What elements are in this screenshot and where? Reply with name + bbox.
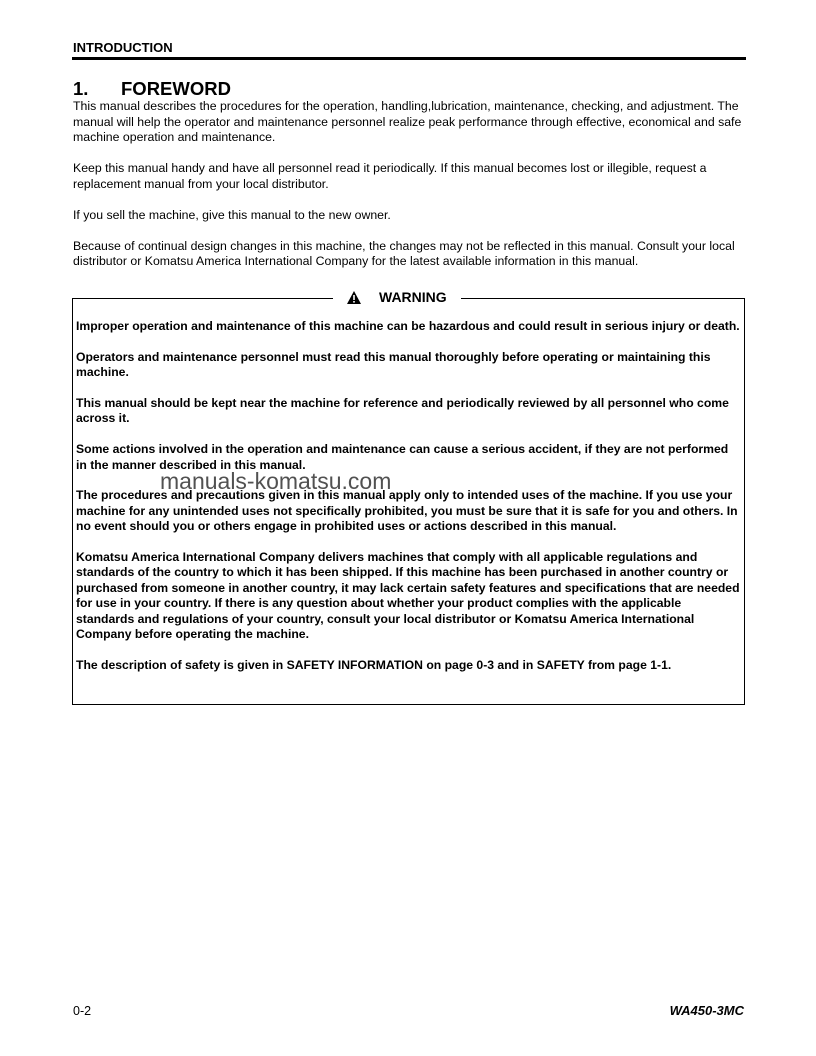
page-title bbox=[73, 78, 231, 100]
header-rule bbox=[72, 57, 746, 60]
warning-paragraph: Improper operation and maintenance of this machine can be hazardous and could result in serious injury or death. bbox=[76, 319, 740, 333]
watermark: manuals-komatsu.com bbox=[160, 468, 392, 494]
warning-paragraph: This manual should be kept near the machine for reference and periodically reviewed by all personnel who come across it. bbox=[76, 396, 729, 426]
warning-paragraph: Komatsu America International Company delivers machines that comply with all applicable regulations and standards of the country to which it has been shipped. If this machine has been purchased in another country or purchased from someone in another country, it may lack certain safety features and specifications that are needed for use in your country. If there is any question about whether your product complies with the applicable standards and regulations of your country, consult your local distributor or Komatsu America International Company before operating the machine. bbox=[76, 550, 740, 642]
warning-paragraph: Operators and maintenance personnel must read this manual thoroughly before operating or maintaining this machine. bbox=[76, 349, 711, 380]
warning-box bbox=[72, 289, 745, 705]
warning-triangle-icon bbox=[347, 291, 361, 304]
model-number: WA450-3MC bbox=[669, 1003, 744, 1018]
warning-paragraph: Some actions involved in the operation and maintenance can cause a serious accident, if they are not performed in the manner described in this manual. bbox=[76, 442, 729, 472]
title-text: FOREWORD bbox=[121, 78, 231, 99]
section-header: INTRODUCTION bbox=[73, 40, 173, 55]
paragraph: This manual describes the procedures for the operation, handling,lubrication, maintenance, checking, and adjustment. The manual will help the operator and maintenance personnel realize peak performance through effective, economical and safe machine operation and maintenance. bbox=[73, 99, 742, 144]
warning-paragraph: The procedures and precautions given in this manual apply only to intended uses of the machine. If you use your machine for any unintended uses not specifically prohibited, you must be sure that it is safe for you and others. In no event should you or others engage in prohibited uses or actions described in this manual. bbox=[76, 488, 738, 534]
paragraph: If you sell the machine, give this manual to the new owner. bbox=[73, 207, 391, 222]
title-number: 1. bbox=[73, 78, 89, 99]
warning-label: WARNING bbox=[379, 289, 447, 305]
warning-paragraph: The description of safety is given in SAFETY INFORMATION on page 0-3 and in SAFETY from page 1-1. bbox=[76, 657, 672, 672]
paragraph: Because of continual design changes in this machine, the changes may not be reflected in this manual. Consult your local distributor or Komatsu America International Company for the latest available information in this manual. bbox=[73, 238, 735, 268]
paragraph: Keep this manual handy and have all personnel read it periodically. If this manual becomes lost or illegible, request a replacement manual from your local distributor. bbox=[73, 161, 707, 191]
page-number: 0-2 bbox=[73, 1004, 92, 1018]
warning-heading bbox=[333, 289, 461, 305]
foreword-body bbox=[73, 99, 753, 285]
warning-body bbox=[76, 319, 740, 689]
